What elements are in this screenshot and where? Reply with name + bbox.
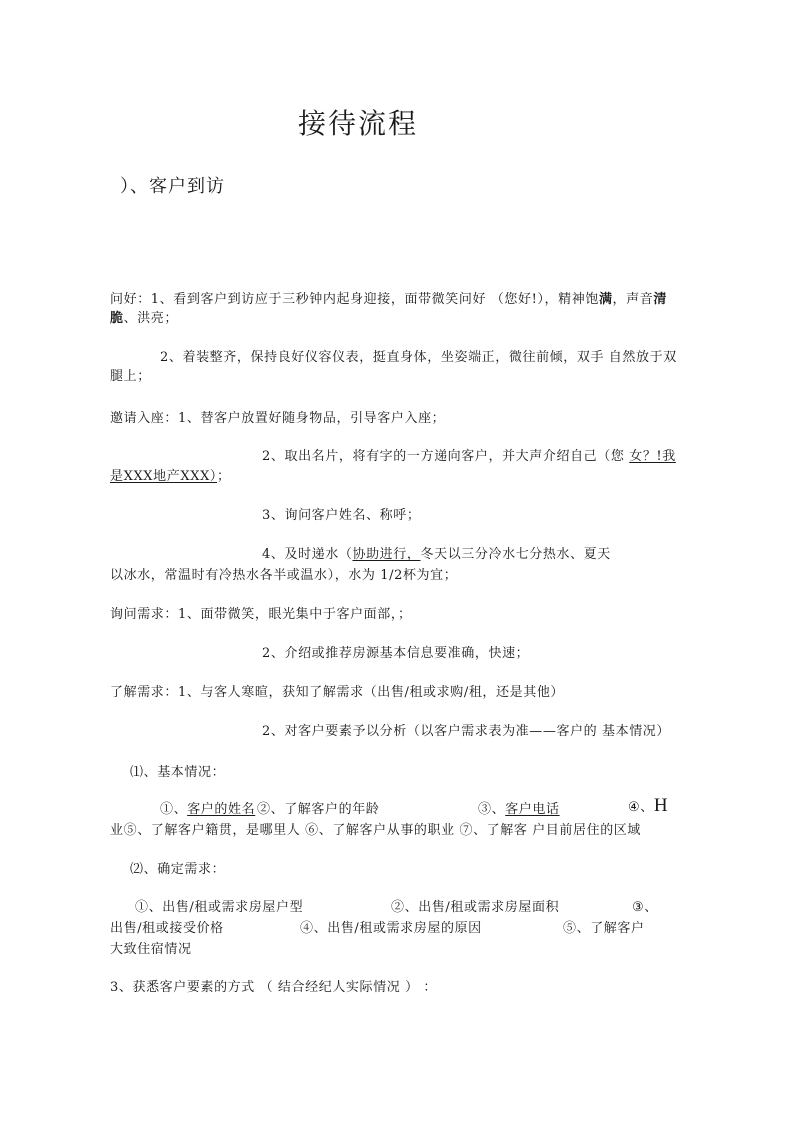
basic-item-3-text: 客户电话 <box>505 802 560 817</box>
basic-item-1 <box>160 802 255 818</box>
need-item-3: ③、 <box>632 900 658 915</box>
invite-line-3 <box>110 469 231 485</box>
ask-line-2: 2、介绍或推荐房源基本信息要准确，快速； <box>262 646 530 661</box>
invite-underlined-2: 是XXX地产XXX） <box>110 469 218 484</box>
greet-text: 问好：1、看到客户到访应于三秒钟内起身迎接，面带微笑问好 （您好!），精神饱 <box>110 292 599 307</box>
basic-item-4-glyph: H <box>653 795 669 816</box>
invite-line-4: 3、询问客户姓名、称呼； <box>262 508 421 523</box>
greet-line-1 <box>110 292 667 308</box>
invite-line-5 <box>262 547 611 563</box>
greet-bold-3: 脆 <box>110 311 124 326</box>
invite-underlined-3: 协助进行， <box>352 547 421 562</box>
need-item-1: ①、出售/租或需求房屋户型 <box>135 900 304 915</box>
section-heading-visit: ）、客户到访 <box>120 176 225 197</box>
need-title: ⑵、确定需求： <box>130 862 226 877</box>
greet-line-2 <box>110 311 178 327</box>
page-title: 接待流程 <box>298 107 419 140</box>
understand-line-1: 了解需求：1、与客人寒暄，获知了解需求（出售/租或求购/租，还是其他） <box>110 685 565 700</box>
invite-line-1: 邀请入座：1、替客户放置好随身物品，引导客户入座； <box>110 411 446 426</box>
basic-item-2: ②、了解客户的年龄 <box>257 802 380 817</box>
understand-line-2: 2、对客户要素予以分析（以客户需求表为准——客户的 基本情况） <box>262 724 671 739</box>
basic-item-4-num: ④、 <box>628 800 654 815</box>
basic-item-4 <box>628 795 669 816</box>
greet-bold-2: 清 <box>653 292 667 307</box>
invite-text-4: 冬天以三分冷水七分热水、夏天 <box>420 547 611 562</box>
need-item-4: 出售/租或接受价格 <box>110 921 224 936</box>
need-item-5: ④、出售/租或需求房屋的原因 <box>300 921 482 936</box>
greet-bold-1: 满 <box>598 292 613 307</box>
basic-item-3-num: ③、 <box>478 802 506 817</box>
greet-line-3: 2、着装整齐，保持良好仪容仪表，挺直身体，坐姿端正，微往前倾，双手 自然放于双 <box>160 350 677 365</box>
invite-text: 2、取出名片，将有字的一方递向客户，并大声介绍自己（您 <box>262 449 630 464</box>
invite-line-6: 以冰水，常温时有冷热水各半或温水），水为 1/2杯为宜； <box>110 568 458 583</box>
invite-text-3: 4、及时递水（ <box>262 547 353 562</box>
invite-line-2 <box>262 449 676 465</box>
greet-line-4: 腿上； <box>110 369 151 384</box>
basic-item-3 <box>478 802 560 818</box>
section-3-heading: 3、获悉客户要素的方式 （ 结合经纪人实际情况 ） ： <box>110 980 438 995</box>
need-item-7: 大致住宿情况 <box>110 942 192 957</box>
basic-info-title: ⑴、基本情况： <box>130 765 226 780</box>
invite-underlined: 女？!我 <box>629 449 676 464</box>
need-item-6: ⑤、了解客户 <box>563 921 645 936</box>
basic-item-1-num: ①、 <box>160 802 188 817</box>
basic-item-1-text: 客户的姓名 <box>187 802 256 817</box>
basic-items-line-2: 业⑤、了解客户籍贯，是哪里人 ⑥、了解客户从事的职业 ⑦、了解客 户目前居住的区域 <box>110 823 641 838</box>
invite-text-2: ； <box>217 469 231 484</box>
greet-text-2: ，声音 <box>612 292 654 307</box>
greet-text-3: 、洪亮； <box>123 311 179 326</box>
ask-line-1: 询问需求：1、面带微笑，眼光集中于客户面部，； <box>110 607 412 622</box>
need-item-2: ②、出售/租或需求房屋面积 <box>391 900 560 915</box>
